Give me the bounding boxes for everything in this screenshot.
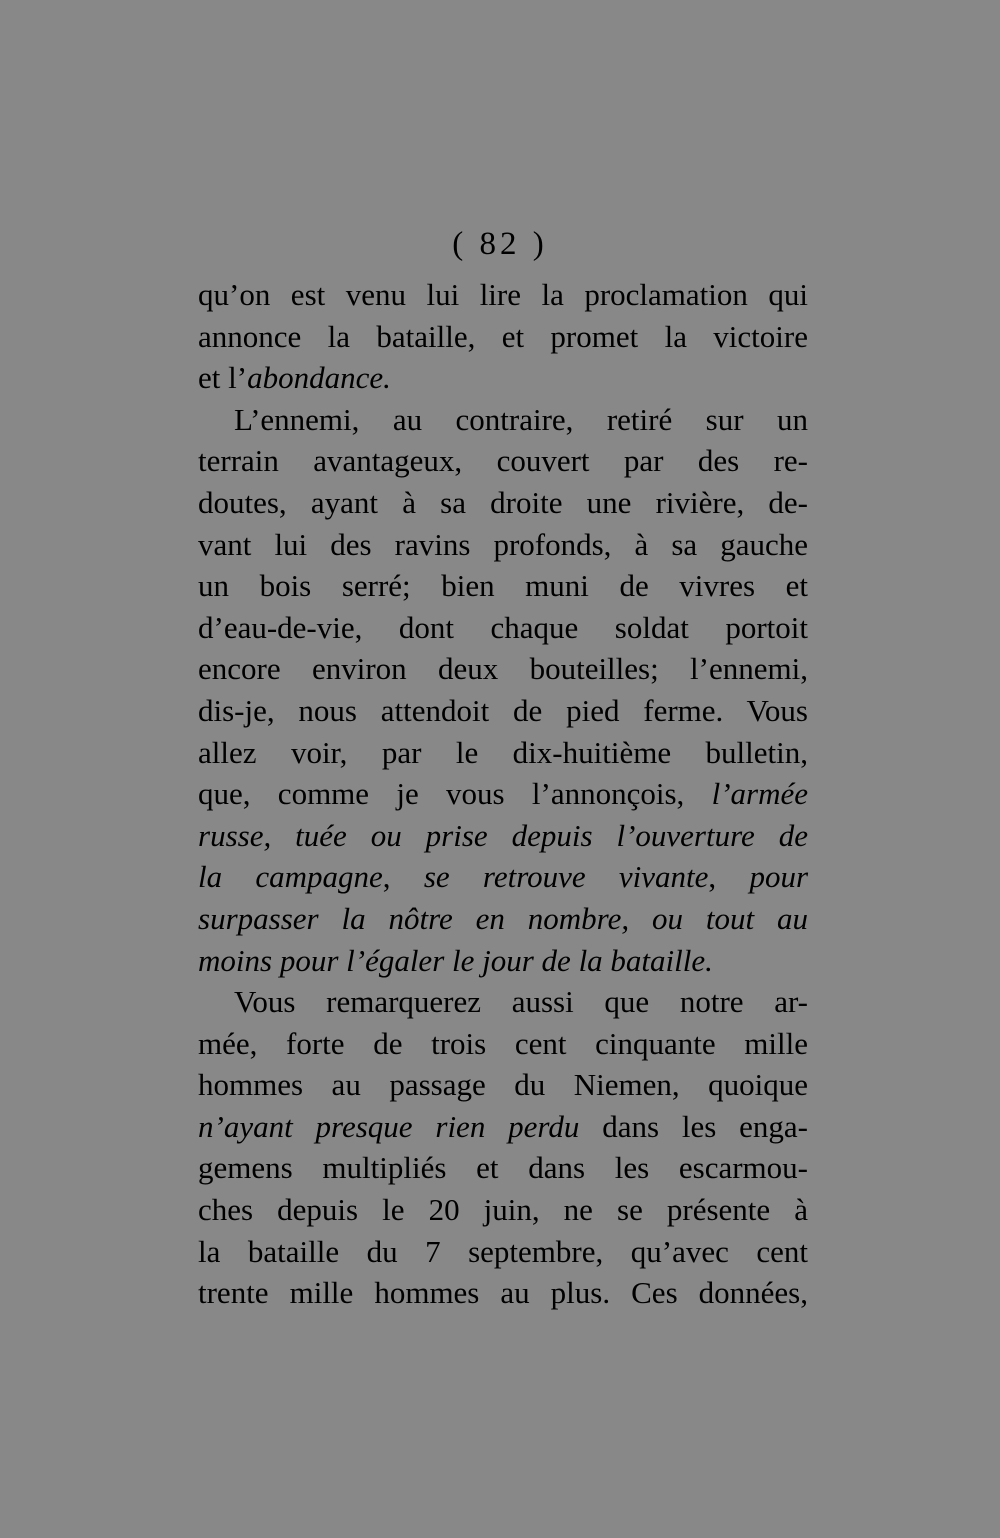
text-segment: trente mille hommes au plus. Ces données, [198,1275,808,1311]
text-segment: hommes au passage du Niemen, quoique [198,1067,808,1103]
text-segment: ches depuis le 20 juin, ne se présente à [198,1192,808,1228]
text-line [198,274,808,316]
text-line [198,482,808,524]
italic-text-segment: n’ayant presque rien perdu [198,1108,580,1144]
text-line [198,648,808,690]
italic-text-segment: pour [749,859,809,895]
text-line [198,898,808,940]
text-segment: vant lui des ravins profonds, à sa gauche [198,526,808,562]
text-segment: d’eau-de-vie, dont chaque soldat portoit [198,609,808,645]
text-line [198,565,808,607]
text-line [198,856,808,898]
text-line [198,440,808,482]
text-line [198,690,808,732]
text-line [198,981,808,1023]
text-segment: doutes, ayant à sa droite une rivière, de- [198,484,808,520]
text-line [198,1147,808,1189]
text-segment: dis-je, nous attendoit de pied ferme. Vous [198,692,808,728]
text-segment: et l’ [198,360,248,396]
text-line [198,1272,808,1314]
text-segment: encore environ deux bouteilles; l’ennemi, [198,651,808,687]
text-segment: allez voir, par le dix-huitième bulletin, [198,734,808,770]
text-line [198,316,808,358]
text-line [198,1064,808,1106]
text-segment: mée, forte de trois cent cinquante mille [198,1025,808,1061]
text-line [198,1231,808,1273]
text-segment: qu’on est venu lui lire la proclamation qui [198,277,808,312]
text-line [198,773,808,815]
text-line [198,524,808,566]
text-segment: , [708,859,750,895]
body-text [198,274,808,1314]
text-segment: un bois serré; bien muni de vivres et [198,568,808,604]
text-line [198,815,808,857]
text-segment: , [382,859,424,895]
italic-text-segment: se retrouve vivante [423,859,709,895]
text-segment: Vous remarquerez aussi que notre ar- [234,984,808,1020]
italic-text-segment: moins pour l’égaler le jour de la bataille. [198,942,713,978]
italic-text-segment: la campagne [198,859,383,895]
text-segment: L’ennemi, au contraire, retiré sur un [234,401,808,437]
text-line [198,357,808,399]
text-segment: annonce la bataille, et promet la victoire [198,318,808,354]
text-line [198,1023,808,1065]
text-segment: la bataille du 7 septembre, qu’avec cent [198,1233,808,1269]
text-segment: terrain avantageux, couvert par des re- [198,443,808,479]
page-number: ( 82 ) [452,226,548,262]
text-line [198,732,808,774]
italic-text-segment: l’armée [711,776,808,812]
italic-text-segment: russe, tuée ou prise depuis l’ouverture de [198,817,808,853]
italic-text-segment: abondance. [247,360,391,396]
text-segment: dans les enga- [579,1108,808,1144]
text-line [198,940,808,982]
text-line [198,1189,808,1231]
text-line [198,399,808,441]
italic-text-segment: surpasser la nôtre en nombre, ou tout au [198,900,808,936]
text-line [198,607,808,649]
text-segment: gemens multipliés et dans les escarmou- [198,1150,808,1186]
text-segment: que, comme je vous l’annonçois, [198,776,712,812]
text-line [198,1106,808,1148]
